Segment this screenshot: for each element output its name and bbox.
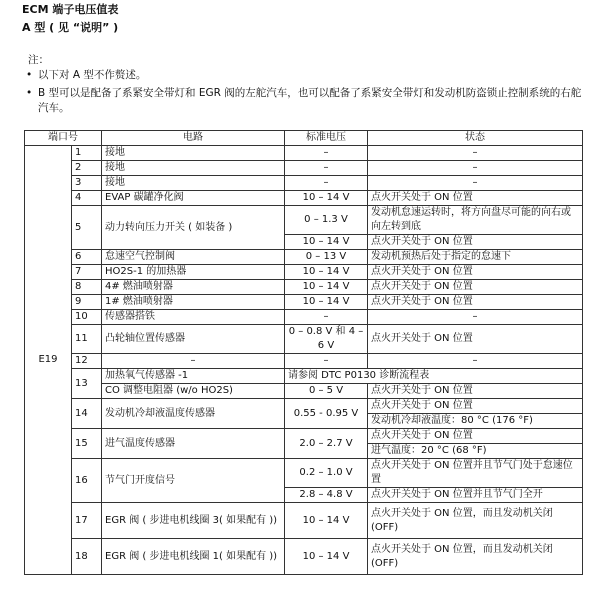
status-cell: 点火开关处于 ON 位置	[368, 191, 583, 206]
status-cell: 点火开关处于 ON 位置	[368, 265, 583, 280]
reference-cell: 请参阅 DTC P0130 诊断流程表	[285, 369, 583, 384]
pin-number: 1	[72, 146, 102, 161]
table-row	[25, 459, 583, 488]
circuit-cell: 凸轮轴位置传感器	[102, 325, 285, 354]
table-row	[25, 399, 583, 414]
note-item: • B 型可以是配备了系紧安全带灯和 EGR 阀的左舵汽车，也可以配备了系紧安全带灯和发动机防盗锁止控制系统的右舵汽车。	[22, 86, 582, 116]
status-cell: 点火开关处于 ON 位置	[368, 384, 583, 399]
status-cell: –	[368, 161, 583, 176]
circuit-cell: 传感器搭铁	[102, 310, 285, 325]
table-row	[25, 250, 583, 265]
circuit-cell: CO 调整电阻器 (w/o HO2S)	[102, 384, 285, 399]
voltage-cell: 0 – 1.3 V	[285, 206, 368, 235]
pin-number: 13	[72, 369, 102, 399]
circuit-cell: 1# 燃油喷射器	[102, 295, 285, 310]
voltage-cell: 0 – 5 V	[285, 384, 368, 399]
terminal-voltage-table	[24, 130, 583, 575]
voltage-cell: –	[285, 161, 368, 176]
status-cell: 进气温度：20 °C (68 °F)	[368, 444, 583, 459]
table-row	[25, 503, 583, 539]
voltage-cell: –	[285, 310, 368, 325]
table-row	[25, 191, 583, 206]
pin-number: 16	[72, 459, 102, 503]
circuit-cell: 动力转向压力开关 ( 如装备 )	[102, 206, 285, 250]
table-row	[25, 384, 583, 399]
voltage-cell: 0.55 - 0.95 V	[285, 399, 368, 429]
status-cell: 点火开关处于 ON 位置	[368, 235, 583, 250]
voltage-cell: 0.2 – 1.0 V	[285, 459, 368, 488]
circuit-cell: 接地	[102, 161, 285, 176]
circuit-cell: 怠速空气控制阀	[102, 250, 285, 265]
status-cell: 发动机怠速运转时，将方向盘尽可能的向右或向左转到底	[368, 206, 583, 235]
status-cell: –	[368, 146, 583, 161]
table-row	[25, 325, 583, 354]
status-cell: 发动机冷却液温度：80 °C (176 °F)	[368, 414, 583, 429]
voltage-cell: –	[285, 146, 368, 161]
pin-number: 2	[72, 161, 102, 176]
pin-number: 9	[72, 295, 102, 310]
circuit-cell: 进气温度传感器	[102, 429, 285, 459]
circuit-cell: –	[102, 354, 285, 369]
status-cell: 发动机预热后处于指定的怠速下	[368, 250, 583, 265]
pin-number: 15	[72, 429, 102, 459]
pin-number: 5	[72, 206, 102, 250]
pin-number: 14	[72, 399, 102, 429]
table-row	[25, 295, 583, 310]
status-cell: 点火开关处于 ON 位置	[368, 295, 583, 310]
status-cell: –	[368, 310, 583, 325]
header-port: 端口号	[25, 131, 102, 146]
voltage-cell: 0 – 0.8 V 和 4 – 6 V	[285, 325, 368, 354]
table-row	[25, 206, 583, 235]
note-heading: 注：	[28, 54, 49, 66]
circuit-cell: 发动机冷却液温度传感器	[102, 399, 285, 429]
pin-number: 12	[72, 354, 102, 369]
status-cell: 点火开关处于 ON 位置	[368, 325, 583, 354]
note-item: • 以下对 A 型不作赘述。	[22, 68, 582, 83]
pin-number: 17	[72, 503, 102, 539]
circuit-cell: EGR 阀 ( 步进电机线圈 1( 如果配有 ))	[102, 539, 285, 575]
table-row	[25, 354, 583, 369]
page-subtitle: A 型 ( 见 “说明” )	[22, 21, 119, 34]
table-row	[25, 429, 583, 444]
header-status: 状态	[368, 131, 583, 146]
pin-number: 11	[72, 325, 102, 354]
voltage-cell: 10 – 14 V	[285, 265, 368, 280]
circuit-cell: 加热氧气传感器 -1	[102, 369, 285, 384]
table-row	[25, 176, 583, 191]
page-title: ECM 端子电压值表	[22, 3, 119, 16]
voltage-cell: 10 – 14 V	[285, 191, 368, 206]
voltage-cell: 10 – 14 V	[285, 539, 368, 575]
status-cell: 点火开关处于 ON 位置并且节气门全开	[368, 488, 583, 503]
voltage-cell: –	[285, 176, 368, 191]
status-cell: 点火开关处于 ON 位置，而且发动机关闭 (OFF)	[368, 539, 583, 575]
circuit-cell: EVAP 碳罐净化阀	[102, 191, 285, 206]
status-cell: 点火开关处于 ON 位置并且节气门处于怠速位置	[368, 459, 583, 488]
circuit-cell: EGR 阀 ( 步进电机线圈 3( 如果配有 ))	[102, 503, 285, 539]
circuit-cell: 接地	[102, 146, 285, 161]
circuit-cell: 4# 燃油喷射器	[102, 280, 285, 295]
voltage-cell: 2.0 – 2.7 V	[285, 429, 368, 459]
header-circuit: 电路	[102, 131, 285, 146]
table-row	[25, 310, 583, 325]
table-row	[25, 161, 583, 176]
table-row	[25, 280, 583, 295]
voltage-cell: 2.8 – 4.8 V	[285, 488, 368, 503]
pin-number: 8	[72, 280, 102, 295]
circuit-cell: HO2S-1 的加热器	[102, 265, 285, 280]
pin-number: 10	[72, 310, 102, 325]
table-row	[25, 146, 583, 161]
pin-number: 3	[72, 176, 102, 191]
connector-group: E19	[25, 146, 72, 575]
voltage-cell: –	[285, 354, 368, 369]
pin-number: 6	[72, 250, 102, 265]
table-header-row	[25, 131, 583, 146]
table-row	[25, 539, 583, 575]
pin-number: 18	[72, 539, 102, 575]
voltage-cell: 10 – 14 V	[285, 235, 368, 250]
status-cell: 点火开关处于 ON 位置	[368, 429, 583, 444]
status-cell: –	[368, 176, 583, 191]
circuit-cell: 接地	[102, 176, 285, 191]
voltage-cell: 10 – 14 V	[285, 503, 368, 539]
table-row	[25, 265, 583, 280]
pin-number: 7	[72, 265, 102, 280]
table-row	[25, 369, 583, 384]
status-cell: 点火开关处于 ON 位置	[368, 399, 583, 414]
circuit-cell: 节气门开度信号	[102, 459, 285, 503]
pin-number: 4	[72, 191, 102, 206]
header-voltage: 标准电压	[285, 131, 368, 146]
status-cell: 点火开关处于 ON 位置，而且发动机关闭 (OFF)	[368, 503, 583, 539]
voltage-cell: 10 – 14 V	[285, 295, 368, 310]
status-cell: 点火开关处于 ON 位置	[368, 280, 583, 295]
notes-list	[22, 68, 582, 119]
voltage-cell: 10 – 14 V	[285, 280, 368, 295]
voltage-cell: 0 – 13 V	[285, 250, 368, 265]
status-cell: –	[368, 354, 583, 369]
